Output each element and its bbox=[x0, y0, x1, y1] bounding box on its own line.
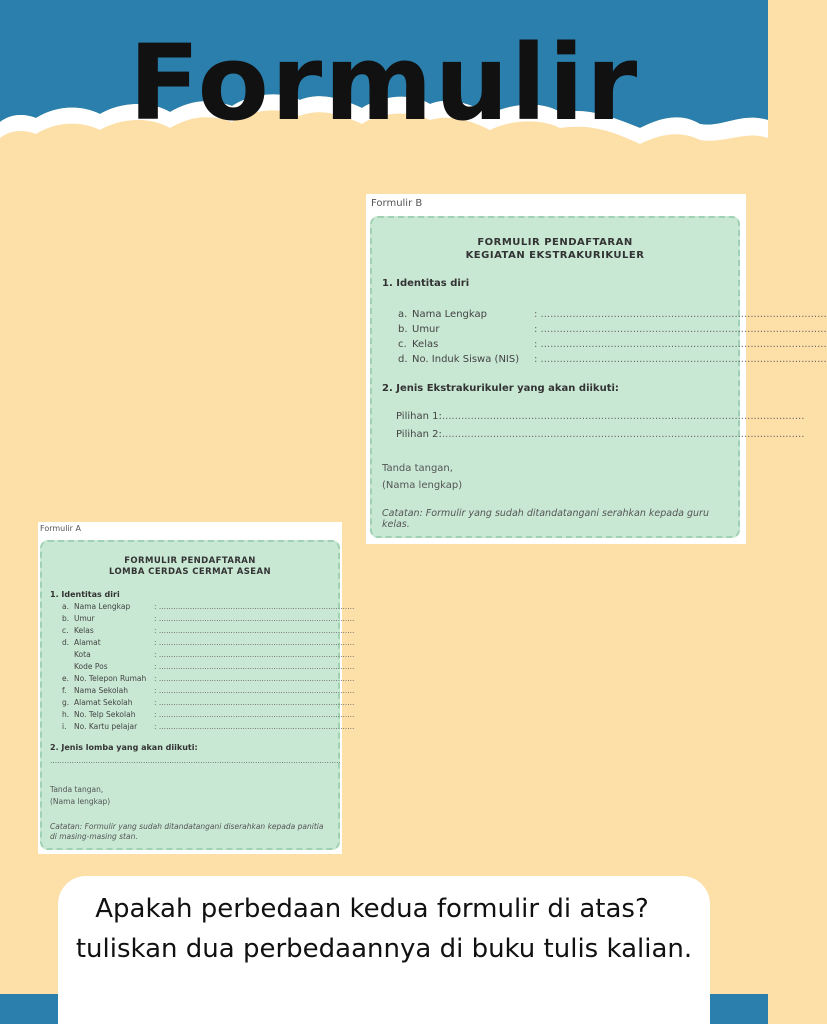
field-letter: a. bbox=[62, 602, 69, 611]
form-field-row bbox=[398, 352, 827, 367]
field-letter: g. bbox=[62, 698, 70, 707]
field-letter: c. bbox=[62, 626, 69, 635]
form-field-row bbox=[62, 625, 355, 637]
question-line-1: Apakah perbedaan kedua formulir di atas? bbox=[95, 894, 649, 924]
field-name: Kelas bbox=[412, 339, 439, 350]
choice-blank-line: .................................................................................................................. bbox=[442, 411, 805, 422]
field-letter: b. bbox=[62, 614, 70, 623]
field-name: Kelas bbox=[74, 626, 94, 635]
field-blank-line: : .................................................................................. bbox=[154, 638, 355, 647]
field-name: Umur bbox=[412, 324, 440, 335]
field-name: No. Induk Siswa (NIS) bbox=[412, 354, 520, 365]
formulir-b-heading-2: KEGIATAN EKSTRAKURIKULER bbox=[465, 250, 645, 261]
field-blank-line: : .................................................................................. bbox=[154, 674, 355, 683]
formulir-a-heading-1: FORMULIR PENDAFTARAN bbox=[124, 556, 256, 566]
choice-label: Pilihan 1: bbox=[396, 411, 442, 422]
form-field-row bbox=[398, 322, 827, 337]
form-field-row bbox=[62, 697, 355, 709]
question-line-2: tuliskan dua perbedaannya di buku tulis kalian. bbox=[75, 934, 693, 964]
field-letter: a. bbox=[398, 309, 408, 320]
field-blank-line: : .......................................................................................... bbox=[534, 309, 827, 320]
field-letter: i. bbox=[62, 722, 67, 731]
field-name: Umur bbox=[74, 614, 95, 623]
formulir-b-note: Catatan: Formulir yang sudah ditandatangani serahkan kepada guru kelas. bbox=[382, 508, 709, 530]
field-blank-line: : .................................................................................. bbox=[154, 698, 355, 707]
formulir-a-panel bbox=[40, 540, 355, 850]
formulir-a-note: Catatan: Formulir yang sudah ditandatangani diserahkan kepada panitia di masing-masing stan. bbox=[50, 822, 324, 841]
field-name: No. Kartu pelajar bbox=[74, 722, 138, 731]
field-name: No. Telepon Rumah bbox=[74, 674, 147, 683]
field-blank-line: : .................................................................................. bbox=[154, 614, 355, 623]
field-blank-line: : .................................................................................. bbox=[154, 710, 355, 719]
field-name: Nama Sekolah bbox=[74, 686, 128, 695]
field-letter: b. bbox=[398, 324, 408, 335]
formulir-b-section-choice: 2. Jenis Ekstrakurikuler yang akan diikuti: bbox=[382, 383, 619, 394]
field-letter: f. bbox=[62, 686, 67, 695]
field-name: Kode Pos bbox=[74, 662, 108, 671]
choice-row bbox=[396, 426, 805, 444]
field-name: Alamat Sekolah bbox=[74, 698, 133, 707]
form-field-row bbox=[62, 613, 355, 625]
field-blank-line: : .................................................................................. bbox=[154, 662, 355, 671]
form-field-row bbox=[398, 337, 827, 352]
form-field-row bbox=[62, 673, 355, 685]
field-blank-line: : .......................................................................................... bbox=[534, 324, 827, 335]
choice-blank-line: .......................................................................................................................... bbox=[50, 756, 341, 765]
field-name: Nama Lengkap bbox=[74, 602, 131, 611]
formulir-b-card bbox=[366, 194, 827, 544]
form-field-row bbox=[62, 685, 355, 697]
field-name: Kota bbox=[74, 650, 91, 659]
page-title: Formulir bbox=[128, 22, 640, 144]
full-name-label: (Nama lengkap) bbox=[382, 480, 463, 491]
choice-label: Pilihan 2: bbox=[396, 429, 442, 440]
full-name-label: (Nama lengkap) bbox=[50, 797, 111, 806]
formulir-a-label: Formulir A bbox=[40, 524, 81, 533]
field-blank-line: : .................................................................................. bbox=[154, 626, 355, 635]
field-blank-line: : .......................................................................................... bbox=[534, 354, 827, 365]
field-name: Nama Lengkap bbox=[412, 309, 487, 320]
field-letter bbox=[62, 661, 74, 673]
field-blank-line: : .................................................................................. bbox=[154, 686, 355, 695]
field-blank-line: : .................................................................................. bbox=[154, 722, 355, 731]
field-blank-line: : .......................................................................................... bbox=[534, 339, 827, 350]
question-box bbox=[58, 876, 710, 1024]
formulir-a-heading-2: LOMBA CERDAS CERMAT ASEAN bbox=[108, 567, 272, 577]
field-letter: c. bbox=[398, 339, 407, 350]
field-name: Alamat bbox=[74, 638, 101, 647]
field-letter: h. bbox=[62, 710, 70, 719]
formulir-b-label: Formulir B bbox=[371, 198, 423, 209]
field-letter: d. bbox=[62, 638, 70, 647]
formulir-b-heading-1: FORMULIR PENDAFTARAN bbox=[477, 237, 633, 248]
formulir-a-card bbox=[38, 522, 355, 854]
field-letter bbox=[62, 649, 74, 661]
field-blank-line: : .................................................................................. bbox=[154, 602, 355, 611]
form-field-row bbox=[62, 721, 355, 733]
signature-label: Tanda tangan, bbox=[382, 463, 453, 474]
formulir-a-section-identity: 1. Identitas diri bbox=[50, 590, 120, 599]
formulir-b-section-identity: 1. Identitas diri bbox=[382, 278, 470, 289]
choice-row bbox=[396, 408, 805, 426]
signature-label: Tanda tangan, bbox=[50, 785, 104, 794]
form-field-row bbox=[62, 637, 355, 649]
field-letter: e. bbox=[62, 674, 69, 683]
formulir-b-panel bbox=[370, 216, 827, 538]
formulir-a-section-choice: 2. Jenis lomba yang akan diikuti: bbox=[50, 743, 198, 752]
form-field-row bbox=[62, 601, 355, 613]
field-name: No. Telp Sekolah bbox=[74, 710, 136, 719]
form-field-row bbox=[62, 661, 355, 673]
form-field-row bbox=[62, 649, 355, 661]
choice-blank-line: .................................................................................................................. bbox=[442, 429, 805, 440]
field-blank-line: : .................................................................................. bbox=[154, 650, 355, 659]
field-letter: d. bbox=[398, 354, 408, 365]
form-field-row bbox=[398, 307, 827, 322]
form-field-row bbox=[62, 709, 355, 721]
